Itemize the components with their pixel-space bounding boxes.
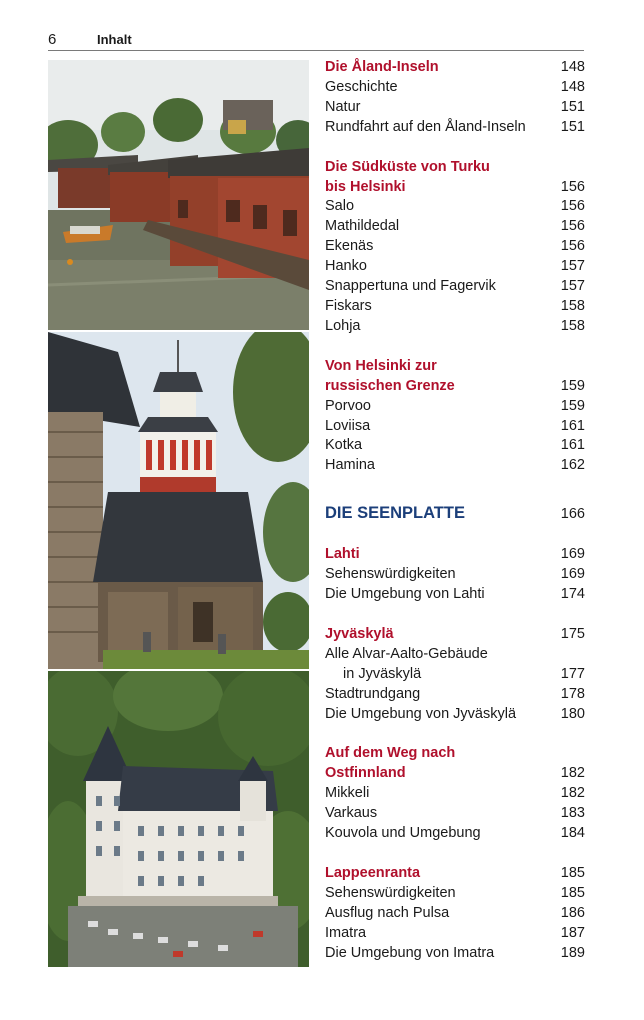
toc-section-heading: Jyväskylä 175 xyxy=(325,625,585,642)
toc-entry: Geschichte 148 xyxy=(325,78,585,95)
toc-section-aland xyxy=(325,58,585,138)
toc-entry: Kouvola und Umgebung 184 xyxy=(325,825,585,842)
toc-chapter-heading: DIE SEENPLATTE 166 xyxy=(325,504,585,523)
toc-entry: Snappertuna und Fagervik 157 xyxy=(325,278,585,295)
toc-entry: Ausflug nach Pulsa 186 xyxy=(325,904,585,921)
toc-section-lahti xyxy=(325,545,585,605)
photo-column xyxy=(48,60,309,967)
photo-castle-hotel xyxy=(48,671,309,967)
toc-section-heading: Lappeenranta 185 xyxy=(325,865,585,881)
toc-entry: Hamina 162 xyxy=(325,457,585,474)
toc-section-ostfinnland xyxy=(325,744,585,844)
toc-entry: Sehenswürdigkeiten 185 xyxy=(325,884,585,901)
toc-section-suedkueste xyxy=(325,158,585,337)
toc-entry: Varkaus 183 xyxy=(325,805,585,822)
table-of-contents xyxy=(325,58,585,984)
photo-wooden-church xyxy=(48,332,309,669)
toc-section-helsinki-grenze xyxy=(325,357,585,476)
toc-entry: Mathildedal 156 xyxy=(325,218,585,235)
toc-section-heading: Die Südküste von Turku xyxy=(325,158,490,175)
toc-entry: Fiskars 158 xyxy=(325,297,585,314)
toc-section-heading: Auf dem Weg nach xyxy=(325,745,456,762)
toc-entry: Mikkeli 182 xyxy=(325,785,585,802)
toc-section-heading: bis Helsinki 156 xyxy=(325,178,585,195)
toc-entry: Die Umgebung von Imatra 189 xyxy=(325,944,585,961)
toc-entry: Natur 151 xyxy=(325,98,585,115)
toc-entry: Stadtrundgang 178 xyxy=(325,685,585,702)
toc-section-heading: Lahti 169 xyxy=(325,546,585,563)
photo-riverside-warehouses xyxy=(48,60,309,330)
toc-section-jyvaskyla xyxy=(325,625,585,725)
toc-entry: Porvoo 159 xyxy=(325,397,585,414)
toc-entry: Die Umgebung von Lahti 174 xyxy=(325,586,585,603)
toc-entry: Sehenswürdigkeiten 169 xyxy=(325,566,585,583)
toc-section-heading: Ostfinnland 182 xyxy=(325,765,585,782)
toc-entry: Hanko 157 xyxy=(325,258,585,275)
toc-entry: Salo 156 xyxy=(325,198,585,215)
page-header xyxy=(48,28,584,51)
page-number: 6 xyxy=(48,31,57,48)
toc-section-lappeenranta xyxy=(325,864,585,964)
toc-section-heading: russischen Grenze 159 xyxy=(325,377,585,394)
toc-entry: Kotka 161 xyxy=(325,437,585,454)
toc-entry: Lohja 158 xyxy=(325,317,585,334)
toc-entry: Die Umgebung von Jyväskylä 180 xyxy=(325,705,585,722)
toc-section-heading: Von Helsinki zur xyxy=(325,357,437,374)
toc-entry: Loviisa 161 xyxy=(325,417,585,434)
toc-entry: Ekenäs 156 xyxy=(325,238,585,255)
toc-entry: Alle Alvar-Aalto-Gebäude xyxy=(325,645,488,662)
running-head: Inhalt xyxy=(97,32,132,47)
toc-entry: Rundfahrt auf den Åland-Inseln 151 xyxy=(325,118,585,135)
toc-section-heading: Die Åland-Inseln 148 xyxy=(325,59,585,75)
toc-entry: Imatra 187 xyxy=(325,924,585,941)
toc-entry: in Jyväskylä 177 xyxy=(343,665,585,682)
